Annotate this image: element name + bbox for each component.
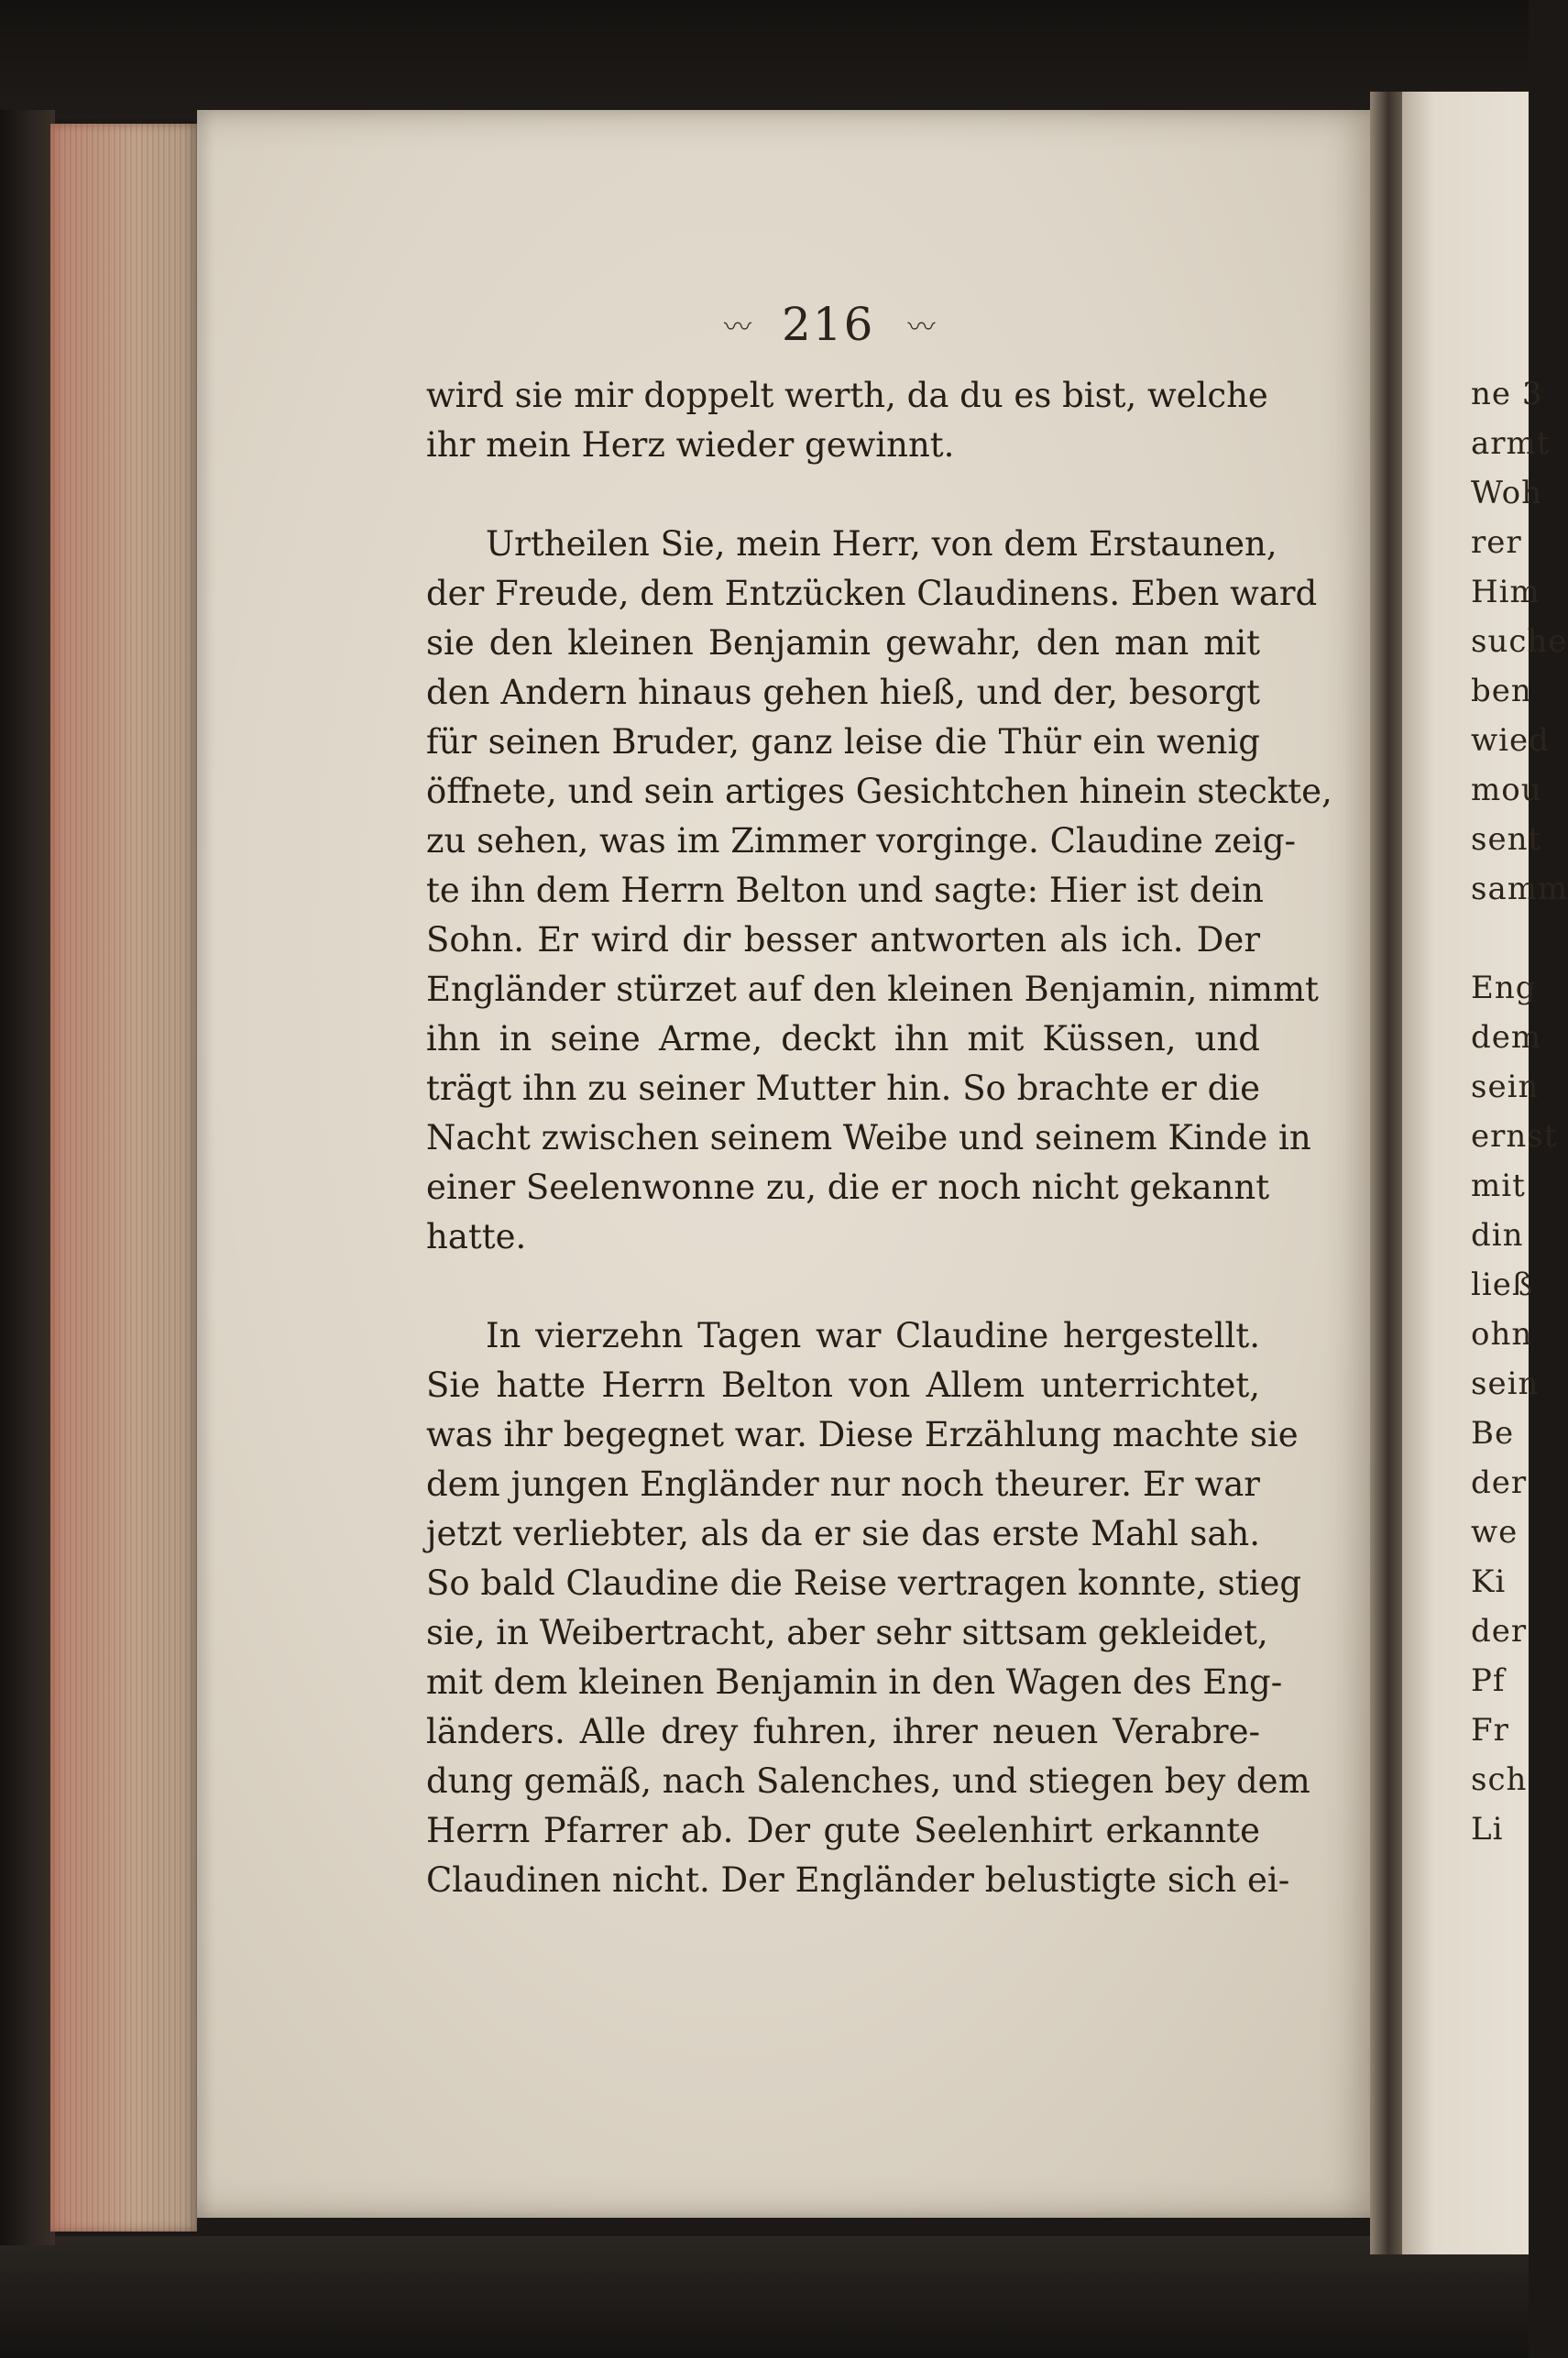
facing-page-fragment: dem [1471, 1019, 1542, 1056]
facing-page-fragment: Be [1471, 1415, 1515, 1452]
text-line: dung gemäß, nach Salenches, und stiegen bey dem [426, 1761, 1310, 1801]
facing-page-fragment: sch [1471, 1761, 1528, 1798]
facing-page-fragment: wied [1471, 722, 1550, 759]
facing-page-fragment: Ki [1471, 1563, 1507, 1600]
text-line: Sohn. Er wird dir besser antworten als ich. Der [426, 920, 1260, 960]
facing-page-fragment: ernst [1471, 1118, 1558, 1155]
text-line: Nacht zwischen seinem Weibe und seinem Kinde in [426, 1118, 1311, 1157]
facing-page-fragment: rer [1471, 524, 1522, 561]
text-line: ihn in seine Arme, deckt ihn mit Küssen, und [426, 1019, 1260, 1058]
facing-page-fragment: ne 3 [1471, 376, 1543, 412]
facing-page-fragment: sein [1471, 1069, 1540, 1105]
book-page-right [1402, 92, 1568, 2254]
book-cover-edge [0, 110, 55, 2245]
text-line: den Andern hinaus gehen hieß, und der, besorgt [426, 673, 1260, 712]
text-line: So bald Claudine die Reise vertragen konnte, stieg [426, 1563, 1302, 1603]
text-line: jetzt verliebter, als da er sie das erste Mahl sah. [426, 1514, 1260, 1553]
facing-page-fragment: ließ [1471, 1267, 1534, 1303]
text-line: zu sehen, was im Zimmer vorginge. Claudine zeig- [426, 821, 1297, 861]
facing-page-fragment: armt [1471, 425, 1551, 462]
text-line: Urtheilen Sie, mein Herr, von dem Erstaunen, [486, 524, 1277, 564]
text-line: dem jungen Engländer nur noch theurer. Er war [426, 1464, 1260, 1504]
text-line: wird sie mir doppelt werth, da du es bist, welche [426, 376, 1268, 415]
facing-page-fragment: Woh [1471, 475, 1543, 511]
text-line: Engländer stürzet auf den kleinen Benjamin, nimmt [426, 970, 1319, 1009]
paragraph [426, 1311, 1310, 1905]
text-line: öffnete, und sein artiges Gesichtchen hinein steckte, [426, 772, 1332, 811]
body-text [426, 371, 1332, 1905]
page-number: 216 [782, 298, 875, 351]
facing-page-fragment: ben [1471, 673, 1532, 709]
facing-page-fragment: mit [1471, 1168, 1526, 1204]
text-line: sie den kleinen Benjamin gewahr, den man mit [426, 623, 1260, 663]
text-line: ihr mein Herz wieder gewinnt. [426, 425, 955, 465]
text-line: Claudinen nicht. Der Engländer belustigte sich ei- [426, 1860, 1290, 1900]
facing-page-fragment: der [1471, 1613, 1528, 1650]
text-line: einer Seelenwonne zu, die er noch nicht gekannt [426, 1168, 1270, 1207]
header-ornament-left: 〰 [724, 312, 749, 344]
text-line: was ihr begegnet war. Diese Erzählung machte sie [426, 1415, 1299, 1454]
facing-page-fragment: mou [1471, 772, 1542, 808]
text-line: trägt ihn zu seiner Mutter hin. So brachte er die [426, 1069, 1260, 1108]
text-line: hatte. [426, 1217, 527, 1256]
facing-page-fragment: der [1471, 1464, 1528, 1501]
facing-page-fragment: samm [1471, 871, 1568, 907]
paragraph-gap [426, 470, 1260, 520]
paragraph-gap [426, 1262, 1260, 1311]
text-line: Sie hatte Herrn Belton von Allem unterrichtet, [426, 1365, 1260, 1405]
facing-page-fragment: Him [1471, 574, 1541, 610]
text-line: sie, in Weibertracht, aber sehr sittsam gekleidet, [426, 1613, 1268, 1652]
facing-page-fragment: ohn [1471, 1316, 1533, 1353]
text-line: Herrn Pfarrer ab. Der gute Seelenhirt erkannte [426, 1811, 1260, 1850]
text-line: länders. Alle drey fuhren, ihrer neuen Verabre- [426, 1712, 1260, 1751]
text-line: In vierzehn Tagen war Claudine hergestellt. [486, 1316, 1260, 1355]
book-gutter [1370, 92, 1407, 2254]
facing-page-fragment: Fr [1471, 1712, 1509, 1749]
facing-page-fragment: Pf [1471, 1662, 1506, 1699]
text-line: mit dem kleinen Benjamin in den Wagen des Eng- [426, 1662, 1283, 1702]
paragraph [426, 520, 1332, 1262]
facing-page-fragment: Eng [1471, 970, 1537, 1006]
facing-page-fragment: suche [1471, 623, 1568, 660]
text-line: für seinen Bruder, ganz leise die Thür ein wenig [426, 722, 1260, 762]
page-fore-edge [50, 124, 197, 2232]
background-bottom [0, 2236, 1529, 2358]
facing-page-fragment: Li [1471, 1811, 1504, 1848]
text-line: te ihn dem Herrn Belton und sagte: Hier ist dein [426, 871, 1264, 910]
facing-page-fragment: sein [1471, 1365, 1540, 1402]
paragraph [426, 371, 1268, 470]
facing-page-fragment: we [1471, 1514, 1519, 1551]
facing-page-fragment: din [1471, 1217, 1524, 1254]
background-top [0, 0, 1529, 119]
text-line: der Freude, dem Entzücken Claudinens. Eben ward [426, 574, 1318, 613]
facing-page-fragment: sent [1471, 821, 1542, 858]
header-ornament-right: 〰 [907, 312, 933, 344]
